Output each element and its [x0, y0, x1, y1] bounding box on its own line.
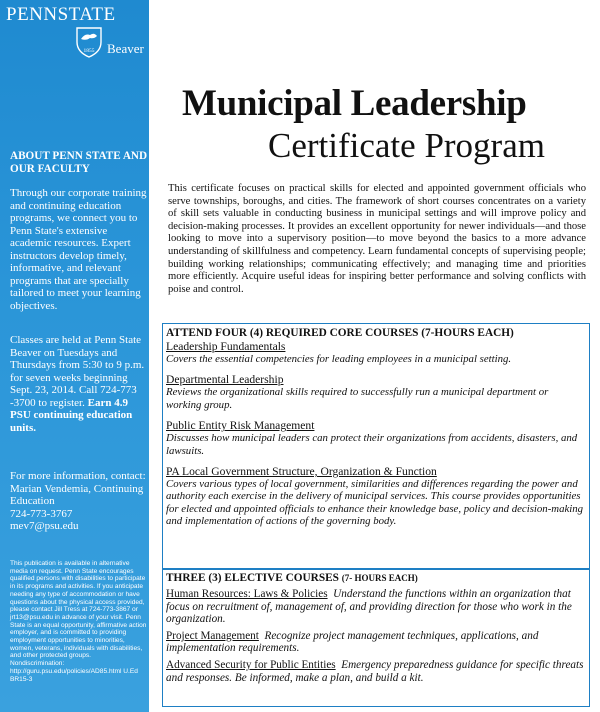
- sidebar-contact: [10, 470, 148, 533]
- sidebar-ceu-text: Earn 4.9 PSU continuing education units.: [10, 396, 133, 434]
- core-courses-box: [162, 323, 590, 570]
- contact-email[interactable]: mev7@psu.edu: [10, 520, 79, 532]
- intro-paragraph: This certificate focuses on practical skills for elected and appointed government officials who serve townships, boroughs, and cities. The framework of short courses concentrates on a variety of skill sets valuable in conducting business in municipal settings and will improve policy and decision-making processes. It provides an excellent opportunity for newer individuals—and those looking to move into a supervisory position—to move beyond the basics to a more advance understanding of skillfulness and competency. Learn fundamental concepts of supervising people; building working relationships; communicating effectively; and managing time and priorities more efficiently. Acquire useful ideas for inspiring better performance and solving conflicts with poise and control.: [168, 183, 586, 295]
- contact-phone: 724-773-3767: [10, 507, 73, 520]
- course-description: Reviews the organizational skills required to successfully run a municipal department or working group.: [166, 386, 549, 411]
- elective-course-description: Recognize project management techniques, applications, and implementation requirements.: [166, 629, 539, 655]
- course-item: [166, 373, 584, 411]
- elective-heading-hours: (7- HOURS EACH): [341, 573, 418, 583]
- elective-course-item: [166, 588, 584, 626]
- sidebar-about-text: Through our corporate training and continuing education programs, we connect you to Penn State's extensive academic resources. Expert instructors develop timely, informative, and relevant programs that are specially tailored to meet your learning objectives.: [10, 187, 147, 312]
- contact-name: For more information, contact: Marian Vendemia, Continuing Education: [10, 470, 146, 507]
- elective-courses-heading: [166, 572, 584, 585]
- elective-course-description: Emergency preparedness guidance for specific threats and responses. Be informed, make a plan, and build a kit.: [166, 658, 584, 684]
- course-title: PA Local Government Structure, Organization & Function: [166, 465, 437, 479]
- course-title: Departmental Leadership: [166, 373, 284, 387]
- elective-course-description: Understand the functions within an organization that focus on recruitment of, management of, and providing direction for those who work in the organization.: [166, 588, 572, 626]
- elective-heading-text: THREE (3) ELECTIVE COURSES: [166, 572, 339, 584]
- course-title: Public Entity Risk Management: [166, 419, 315, 433]
- page-title: Municipal Leadership: [182, 83, 527, 124]
- elective-course-item: [166, 630, 584, 655]
- course-description: Discusses how municipal leaders can protect their organizations from accidents, disasters, and lawsuits.: [166, 432, 578, 457]
- logo-campus: Beaver: [107, 41, 144, 56]
- nittany-shield-icon: [74, 26, 104, 58]
- course-item: [166, 465, 584, 528]
- logo-year: 1855: [83, 48, 95, 54]
- course-title: Leadership Fundamentals: [166, 340, 286, 353]
- penn-state-logo: [4, 4, 146, 72]
- elective-courses-box: [162, 568, 590, 707]
- course-item: [166, 419, 584, 457]
- course-description: Covers various types of local government, similarities and differences regarding the power and authority each exercise in the delivery of municipal services. This course provides opportunities for elected and appointed officials to enhance their knowledge base, policy and decision-making and implementation of actions of the governing body.: [166, 478, 584, 528]
- core-courses-heading: ATTEND FOUR (4) REQUIRED CORE COURSES (7-HOURS EACH): [166, 327, 514, 339]
- sidebar-legal-notice: This publication is available in alternative media on request. Penn State encourages qualified persons with disabilities to participate in its programs and activities. If you anticipate needing any type of accommodation or have questions about the physical access provided, please contact Jill Tress at 724-773-3867 or jrt13@psu.edu in advance of your visit. Penn State is an equal opportunity, affirmative action employer, and is committed to providing employment opportunities to minorities, women, veterans, individuals with disabilities, and other protected groups. Nondiscrimination: http://guru.psu.edu/policies/AD85.html U.Ed BR15-3: [10, 560, 147, 683]
- elective-course-title: Project Management: [166, 629, 259, 642]
- elective-course-title: Human Resources: Laws & Policies: [166, 588, 328, 600]
- sidebar-schedule-text: Classes are held at Penn State Beaver on Tuesdays and Thursdays from 5:30 to 9 p.m. for seven weeks beginning Sept. 23, 2014. Call 724-773 -3700 to register.: [10, 334, 145, 409]
- sidebar: [0, 0, 149, 712]
- sidebar-schedule: [10, 334, 148, 434]
- course-description: Covers the essential competencies for leading employees in a municipal setting.: [166, 353, 512, 365]
- elective-course-title: Advanced Security for Public Entities: [166, 658, 336, 671]
- elective-course-item: [166, 659, 584, 684]
- sidebar-heading: ABOUT PENN STATE AND OUR FACULTY: [10, 150, 148, 175]
- course-item: [166, 340, 584, 365]
- logo-wordmark: PENNSTATE: [6, 4, 116, 25]
- page-subtitle: Certificate Program: [268, 126, 545, 165]
